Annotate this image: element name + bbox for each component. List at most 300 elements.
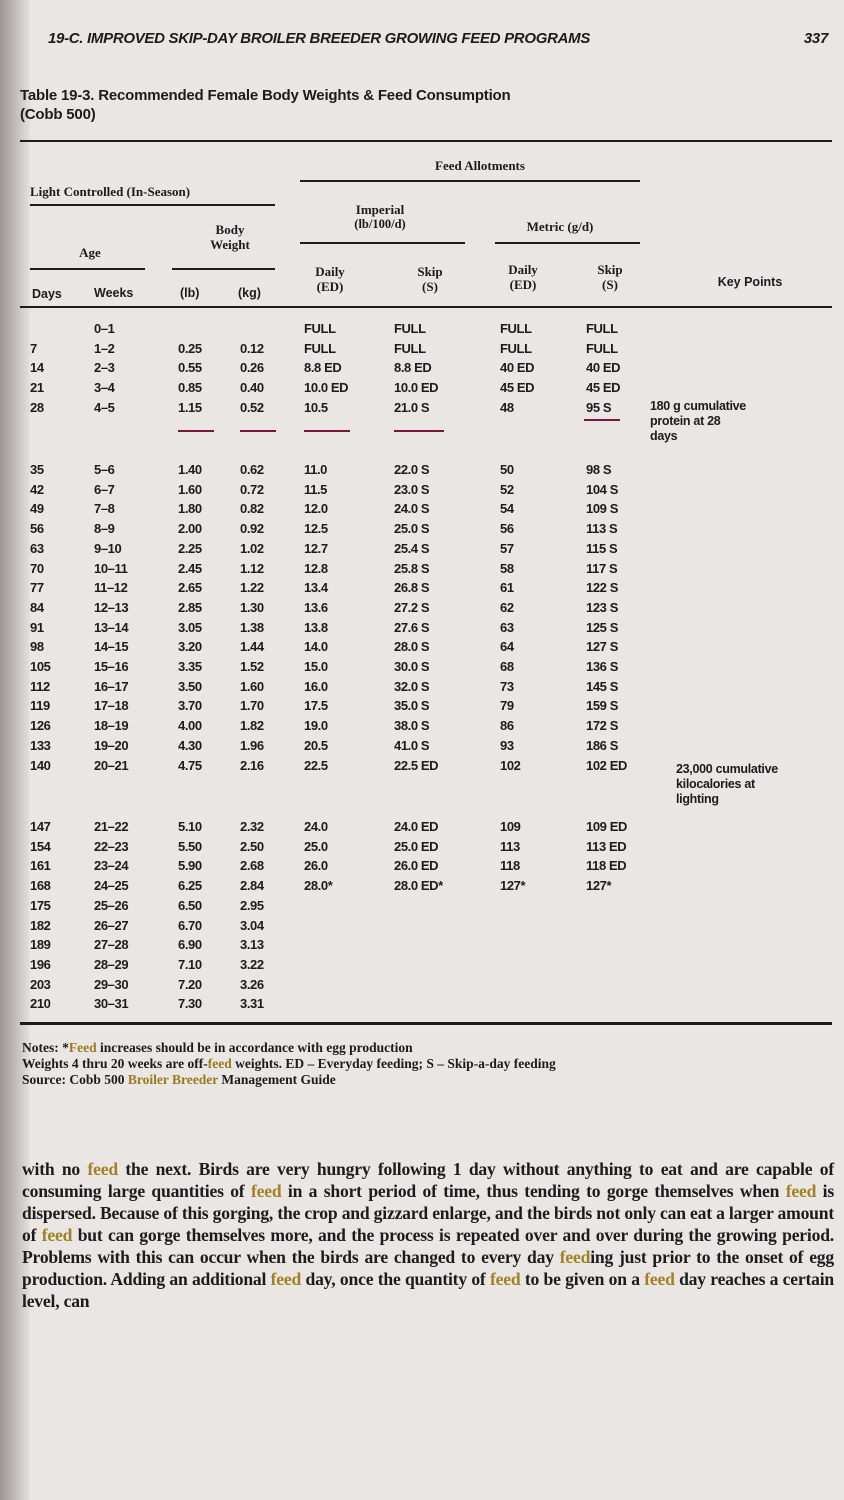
row-imperial-skip: 35.0 S: [394, 698, 430, 714]
row-days: 49: [30, 501, 44, 517]
row-metric-skip: 127 S: [586, 639, 618, 655]
row-metric-skip: 159 S: [586, 698, 618, 714]
row-imperial-skip: 23.0 S: [394, 481, 430, 497]
imperial-rule: [300, 242, 465, 244]
table-row: [0, 698, 844, 716]
notes-line2-b: weights. ED – Everyday feeding; S – Skip-a-day feeding: [231, 1056, 556, 1071]
row-imperial-daily: 20.5: [304, 737, 328, 753]
row-metric-skip: 45 ED: [586, 380, 621, 396]
row-imperial-daily: 13.4: [304, 580, 328, 596]
row-weeks: 18–19: [94, 718, 129, 734]
table-row: [0, 718, 844, 736]
row-imperial-skip: 25.0 ED: [394, 838, 439, 854]
row-weight-lb: 6.50: [178, 897, 202, 913]
row-weeks: 1–2: [94, 340, 115, 356]
row-metric-skip: 98 S: [586, 462, 612, 477]
row-metric-daily: 118: [500, 858, 520, 874]
row-weight-lb: 3.35: [178, 659, 202, 674]
table-row: [0, 659, 844, 677]
row-days: 42: [30, 481, 44, 497]
row-weight-kg: 3.26: [240, 976, 264, 992]
kg-header: (kg): [238, 286, 261, 300]
row-imperial-skip: 30.0 S: [394, 659, 430, 674]
row-weight-kg: 0.40: [240, 380, 264, 396]
row-weight-lb: 6.90: [178, 937, 202, 953]
row-metric-skip: 125 S: [586, 619, 618, 635]
row-metric-daily: FULL: [500, 321, 532, 336]
row-imperial-skip: 24.0 ED: [394, 819, 439, 834]
table-row: [0, 620, 844, 638]
row-days: 70: [30, 560, 44, 576]
source-prefix: Source: Cobb 500: [22, 1072, 128, 1087]
row-metric-skip: 115 S: [586, 540, 618, 556]
row-metric-daily: 64: [500, 639, 514, 655]
underline-met-skip: [584, 419, 620, 421]
table-title-line-1: Table 19-3. Recommended Female Body Weights & Feed Consumption: [20, 87, 511, 104]
key-point-protein-line3: days: [650, 429, 678, 443]
row-metric-skip: 145 S: [586, 678, 618, 694]
row-weeks: 19–20: [94, 737, 129, 753]
row-weight-lb: 2.65: [178, 580, 202, 596]
row-weight-kg: 1.22: [240, 580, 264, 596]
row-weight-lb: 5.90: [178, 858, 202, 874]
metric-daily-header-2: (ED): [509, 277, 537, 292]
row-metric-skip: 109 ED: [586, 819, 627, 834]
row-imperial-daily: FULL: [304, 321, 336, 336]
row-weight-lb: 7.10: [178, 956, 202, 972]
row-weight-kg: 0.52: [240, 399, 264, 415]
row-weeks: 0–1: [94, 321, 115, 336]
feed-allotments-header: Feed Allotments: [435, 158, 525, 173]
row-weight-lb: 3.50: [178, 678, 202, 694]
row-weeks: 8–9: [94, 521, 115, 537]
row-weeks: 20–21: [94, 757, 129, 773]
row-weeks: 24–25: [94, 878, 129, 894]
body-weight-header-line1: Body: [215, 222, 245, 237]
imperial-daily-header-1: Daily: [315, 264, 345, 279]
row-days: 105: [30, 659, 51, 674]
row-weight-kg: 1.30: [240, 599, 264, 615]
row-metric-daily: 127*: [500, 878, 526, 894]
row-weight-lb: 7.20: [178, 976, 202, 992]
row-weight-kg: 0.72: [240, 481, 264, 497]
row-days: 189: [30, 937, 51, 953]
row-imperial-skip: 22.5 ED: [394, 757, 439, 773]
row-weight-kg: 0.62: [240, 462, 264, 477]
row-imperial-skip: 25.4 S: [394, 540, 430, 556]
row-days: 175: [30, 897, 51, 913]
row-metric-daily: 58: [500, 560, 514, 576]
key-points-header: Key Points: [717, 275, 783, 289]
row-days: 98: [30, 639, 44, 655]
row-weight-kg: 1.96: [240, 737, 264, 753]
table-title: [20, 86, 810, 124]
weeks-header: Weeks: [94, 286, 134, 300]
row-imperial-daily: 8.8 ED: [304, 360, 342, 376]
row-weight-kg: 0.12: [240, 340, 264, 356]
page-number: 337: [803, 30, 828, 47]
row-days: 56: [30, 521, 44, 537]
row-metric-skip: FULL: [586, 340, 618, 356]
row-weight-kg: 2.84: [240, 878, 264, 894]
row-days: 168: [30, 878, 51, 894]
row-weight-lb: 2.85: [178, 599, 202, 615]
row-imperial-daily: 12.5: [304, 521, 328, 537]
row-weeks: 30–31: [94, 996, 129, 1012]
row-weeks: 21–22: [94, 819, 129, 834]
table-bottom-rule: [20, 1022, 832, 1025]
source-rest: Management Guide: [218, 1072, 336, 1087]
row-weight-lb: 1.60: [178, 481, 202, 497]
row-weeks: 17–18: [94, 698, 129, 714]
row-weight-kg: 1.52: [240, 659, 264, 674]
body-paragraph-text: with no feed the next. Birds are very hungry following 1 day without anything to eat and are capable of consuming large quantities of feed in a short period of time, thus tending to gorge themselves when feed is dispersed. Because of this gorging, the crop and gizzard enlarge, and the birds not only can eat a larger amount of feed but can gorge themselves more, and the process is repeated over and over during the growing period. Problems with this can occur when the birds are changed to every day feeding just prior to the onset of egg production. Adding an additional feed day, once the quantity of feed to be given on a feed day reaches a certain level, can: [22, 1159, 835, 1311]
row-weeks: 27–28: [94, 937, 129, 953]
row-weight-kg: 0.82: [240, 501, 264, 517]
row-metric-daily: 63: [500, 619, 514, 635]
key-point-kcal-line3: lighting: [676, 792, 719, 806]
row-weight-kg: 1.12: [240, 560, 264, 576]
light-controlled-header: Light Controlled (In-Season): [30, 184, 191, 199]
row-weight-kg: 1.44: [240, 639, 264, 655]
row-weeks: 3–4: [94, 380, 115, 396]
source-highlight: Broiler Breeder: [127, 1072, 218, 1087]
row-imperial-daily: 11.5: [304, 481, 327, 497]
underline-lb: [178, 430, 214, 432]
row-metric-daily: 86: [500, 718, 514, 734]
row-weeks: 5–6: [94, 462, 115, 477]
notes-source: [22, 1072, 832, 1088]
row-weeks: 10–11: [94, 560, 128, 576]
row-weight-kg: 0.26: [240, 360, 264, 376]
row-weight-lb: 5.10: [178, 819, 202, 834]
age-header: Age: [79, 245, 101, 260]
row-metric-skip: 40 ED: [586, 360, 621, 376]
row-metric-skip: 123 S: [586, 599, 618, 615]
row-metric-daily: 113: [500, 838, 520, 854]
row-weight-kg: 1.38: [240, 619, 264, 635]
table-notes: [22, 1040, 832, 1088]
key-point-kilocalories: [676, 762, 826, 807]
row-imperial-daily: 10.0 ED: [304, 380, 349, 396]
row-weeks: 26–27: [94, 917, 129, 933]
row-metric-skip: 102 ED: [586, 757, 627, 773]
row-weight-lb: 0.85: [178, 380, 202, 396]
table-row: [0, 898, 844, 916]
row-imperial-daily: 12.8: [304, 560, 328, 576]
row-imperial-daily: 12.7: [304, 540, 328, 556]
table-row: [0, 561, 844, 579]
row-weight-kg: 2.68: [240, 858, 264, 874]
row-imperial-skip: 8.8 ED: [394, 360, 432, 376]
days-header: Days: [32, 287, 62, 301]
row-days: 126: [30, 718, 51, 734]
row-weight-kg: 2.95: [240, 897, 264, 913]
body-weight-header-line2: Weight: [210, 237, 250, 252]
row-weight-lb: 3.70: [178, 698, 202, 714]
row-metric-daily: 56: [500, 521, 514, 537]
row-weight-lb: 2.45: [178, 560, 202, 576]
row-weeks: 15–16: [94, 659, 129, 674]
row-imperial-skip: 27.6 S: [394, 619, 430, 635]
row-weight-kg: 3.13: [240, 937, 264, 953]
row-weeks: 12–13: [94, 599, 129, 615]
row-weight-lb: 6.25: [178, 878, 202, 894]
table-row: [0, 679, 844, 697]
row-days: 147: [30, 819, 51, 834]
row-imperial-skip: 27.2 S: [394, 599, 430, 615]
row-imperial-daily: 10.5: [304, 399, 328, 415]
row-days: 84: [30, 599, 44, 615]
row-days: 77: [30, 580, 44, 596]
key-point-kcal-line2: kilocalories at: [676, 777, 755, 791]
row-weight-lb: 1.80: [178, 501, 202, 517]
row-weight-lb: 7.30: [178, 996, 202, 1012]
notes-line-1: [22, 1040, 832, 1056]
table-row: [0, 918, 844, 936]
row-imperial-skip: FULL: [394, 321, 426, 336]
table-row: [0, 501, 844, 519]
row-days: 133: [30, 737, 51, 753]
table-row: [0, 482, 844, 500]
row-imperial-skip: 26.8 S: [394, 580, 430, 596]
table-row: [0, 839, 844, 857]
row-weeks: 4–5: [94, 399, 115, 415]
table-title-line-2: (Cobb 500): [20, 106, 96, 123]
underline-kg: [240, 430, 276, 432]
table-row: [0, 380, 844, 398]
row-imperial-daily: 12.0: [304, 501, 328, 517]
row-metric-daily: 61: [500, 580, 514, 596]
metric-rule: [495, 242, 640, 244]
row-days: 154: [30, 838, 51, 854]
row-weight-kg: 1.82: [240, 718, 264, 734]
row-weight-kg: 1.02: [240, 540, 264, 556]
row-days: 140: [30, 757, 51, 773]
row-weeks: 23–24: [94, 858, 129, 874]
table-row: [0, 360, 844, 378]
row-weeks: 28–29: [94, 956, 129, 972]
table-row: [0, 541, 844, 559]
row-metric-daily: 93: [500, 737, 514, 753]
row-metric-daily: 52: [500, 481, 514, 497]
underline-imp-skip: [394, 430, 444, 432]
row-weeks: 29–30: [94, 976, 129, 992]
row-metric-daily: 102: [500, 757, 521, 773]
row-weight-lb: 3.20: [178, 639, 202, 655]
row-days: 182: [30, 917, 51, 933]
row-weight-lb: 1.40: [178, 462, 202, 477]
row-metric-skip: 172 S: [586, 718, 618, 734]
row-weight-kg: 2.16: [240, 757, 264, 773]
row-imperial-daily: 28.0*: [304, 878, 333, 894]
row-imperial-skip: 38.0 S: [394, 718, 430, 734]
table-row: [0, 521, 844, 539]
row-weight-lb: 6.70: [178, 917, 202, 933]
row-metric-daily: FULL: [500, 340, 532, 356]
row-imperial-daily: 16.0: [304, 678, 328, 694]
row-metric-daily: 40 ED: [500, 360, 535, 376]
row-imperial-daily: 13.6: [304, 599, 328, 615]
row-imperial-skip: 25.0 S: [394, 521, 430, 537]
age-rule: [30, 268, 145, 270]
underline-imp-daily: [304, 430, 350, 432]
row-metric-skip: 104 S: [586, 481, 618, 497]
table-row: [0, 738, 844, 756]
metric-skip-header-2: (S): [602, 277, 618, 292]
row-imperial-skip: 21.0 S: [394, 399, 430, 415]
table-row: [0, 878, 844, 896]
row-imperial-daily: 22.5: [304, 757, 328, 773]
row-metric-skip: 109 S: [586, 501, 618, 517]
row-weeks: 22–23: [94, 838, 129, 854]
row-days: 21: [30, 380, 44, 396]
row-weight-lb: 2.00: [178, 521, 202, 537]
imperial-daily-header-2: (ED): [316, 279, 344, 294]
table-row: [0, 977, 844, 995]
row-metric-daily: 48: [500, 399, 514, 415]
table-row: [0, 600, 844, 618]
row-imperial-daily: 14.0: [304, 639, 328, 655]
table-row: [0, 957, 844, 975]
row-days: 161: [30, 858, 51, 874]
row-days: 63: [30, 540, 44, 556]
row-days: 7: [30, 340, 37, 356]
table-row: [0, 580, 844, 598]
row-weight-kg: 1.60: [240, 678, 264, 694]
row-days: 210: [30, 996, 51, 1012]
row-metric-daily: 62: [500, 599, 514, 615]
row-weeks: 25–26: [94, 897, 129, 913]
row-weight-kg: 3.22: [240, 956, 264, 972]
row-metric-daily: 57: [500, 540, 514, 556]
row-metric-skip: 117 S: [586, 560, 618, 576]
feed-allotments-rule: [300, 180, 640, 182]
light-controlled-rule: [30, 204, 275, 206]
row-weight-lb: 5.50: [178, 838, 202, 854]
row-days: 119: [30, 698, 50, 714]
row-imperial-skip: 22.0 S: [394, 462, 430, 477]
key-point-protein: [650, 399, 820, 444]
row-weight-kg: 1.70: [240, 698, 264, 714]
row-days: 196: [30, 956, 51, 972]
table-row: [0, 858, 844, 876]
row-metric-daily: 68: [500, 659, 514, 674]
row-imperial-skip: 24.0 S: [394, 501, 430, 517]
row-metric-skip: 122 S: [586, 580, 618, 596]
imperial-unit-header: (lb/100/d): [354, 217, 406, 231]
row-weight-lb: 0.55: [178, 360, 202, 376]
imperial-skip-header-2: (S): [422, 279, 438, 294]
row-imperial-skip: 26.0 ED: [394, 858, 439, 874]
row-metric-daily: 73: [500, 678, 514, 694]
notes-line2-a: Weights 4 thru 20 weeks are off-: [22, 1056, 208, 1071]
row-imperial-daily: 17.5: [304, 698, 328, 714]
notes-highlight-feed-2: feed: [207, 1056, 232, 1071]
row-weeks: 11–12: [94, 580, 128, 596]
body-weight-rule: [172, 268, 275, 270]
row-imperial-skip: 28.0 S: [394, 639, 430, 655]
row-metric-skip: 118 ED: [586, 858, 627, 874]
row-weeks: 2–3: [94, 360, 115, 376]
row-weight-lb: 1.15: [178, 399, 202, 415]
row-days: 112: [30, 678, 50, 694]
row-days: 28: [30, 399, 44, 415]
row-weight-kg: 3.04: [240, 917, 264, 933]
metric-header: Metric (g/d): [526, 219, 594, 234]
table-row: [0, 639, 844, 657]
row-imperial-skip: FULL: [394, 340, 426, 356]
key-point-protein-line1: 180 g cumulative: [650, 399, 746, 413]
row-imperial-skip: 28.0 ED*: [394, 878, 443, 894]
row-imperial-skip: 25.8 S: [394, 560, 430, 576]
row-weeks: 9–10: [94, 540, 122, 556]
row-days: 35: [30, 462, 44, 477]
row-weeks: 7–8: [94, 501, 115, 517]
row-imperial-daily: 11.0: [304, 462, 327, 477]
running-head: 19-C. IMPROVED SKIP-DAY BROILER BREEDER GROWING FEED PROGRAMS: [48, 30, 591, 47]
table-row: [0, 462, 844, 480]
table-row: [0, 321, 844, 339]
row-imperial-daily: FULL: [304, 340, 336, 356]
header-bottom-rule: [20, 306, 832, 308]
row-weight-kg: 0.92: [240, 521, 264, 537]
row-days: 91: [30, 619, 44, 635]
notes-line1-rest: increases should be in accordance with egg production: [96, 1040, 413, 1055]
table-row: [0, 937, 844, 955]
row-weight-kg: 3.31: [240, 996, 264, 1012]
row-weight-lb: 4.00: [178, 718, 202, 734]
row-weight-lb: 0.25: [178, 340, 202, 356]
row-metric-daily: 45 ED: [500, 380, 535, 396]
table-row: [0, 996, 844, 1014]
row-imperial-daily: 19.0: [304, 718, 328, 734]
page-header: [48, 30, 828, 47]
notes-highlight-feed: Feed: [68, 1040, 97, 1055]
key-point-kcal-line1: 23,000 cumulative: [676, 762, 778, 776]
row-weight-lb: 4.75: [178, 757, 202, 773]
row-metric-skip: 113 S: [586, 521, 618, 537]
row-weeks: 16–17: [94, 678, 129, 694]
table-row: [0, 819, 844, 837]
row-metric-daily: 109: [500, 819, 521, 834]
row-imperial-daily: 26.0: [304, 858, 328, 874]
row-weight-lb: 3.05: [178, 619, 202, 635]
notes-line-2: [22, 1056, 832, 1072]
table-top-rule: [20, 140, 832, 142]
row-weight-kg: 2.32: [240, 819, 264, 834]
key-point-protein-line2: protein at 28: [650, 414, 721, 428]
table-row: [0, 341, 844, 359]
row-weight-lb: 2.25: [178, 540, 202, 556]
row-weeks: 14–15: [94, 639, 129, 655]
row-imperial-daily: 25.0: [304, 838, 328, 854]
row-imperial-daily: 24.0: [304, 819, 328, 834]
row-imperial-daily: 13.8: [304, 619, 328, 635]
row-days: 203: [30, 976, 51, 992]
row-metric-skip: 113 ED: [586, 838, 627, 854]
row-metric-skip: 127*: [586, 878, 612, 894]
metric-daily-header-1: Daily: [508, 262, 538, 277]
row-metric-daily: 50: [500, 462, 514, 477]
row-imperial-skip: 41.0 S: [394, 737, 430, 753]
row-metric-skip: 136 S: [586, 659, 618, 674]
notes-prefix: Notes: *: [22, 1040, 69, 1055]
row-days: 14: [30, 360, 44, 376]
body-paragraph: [22, 1158, 834, 1312]
imperial-header: Imperial: [355, 202, 405, 217]
row-imperial-daily: 15.0: [304, 659, 328, 674]
